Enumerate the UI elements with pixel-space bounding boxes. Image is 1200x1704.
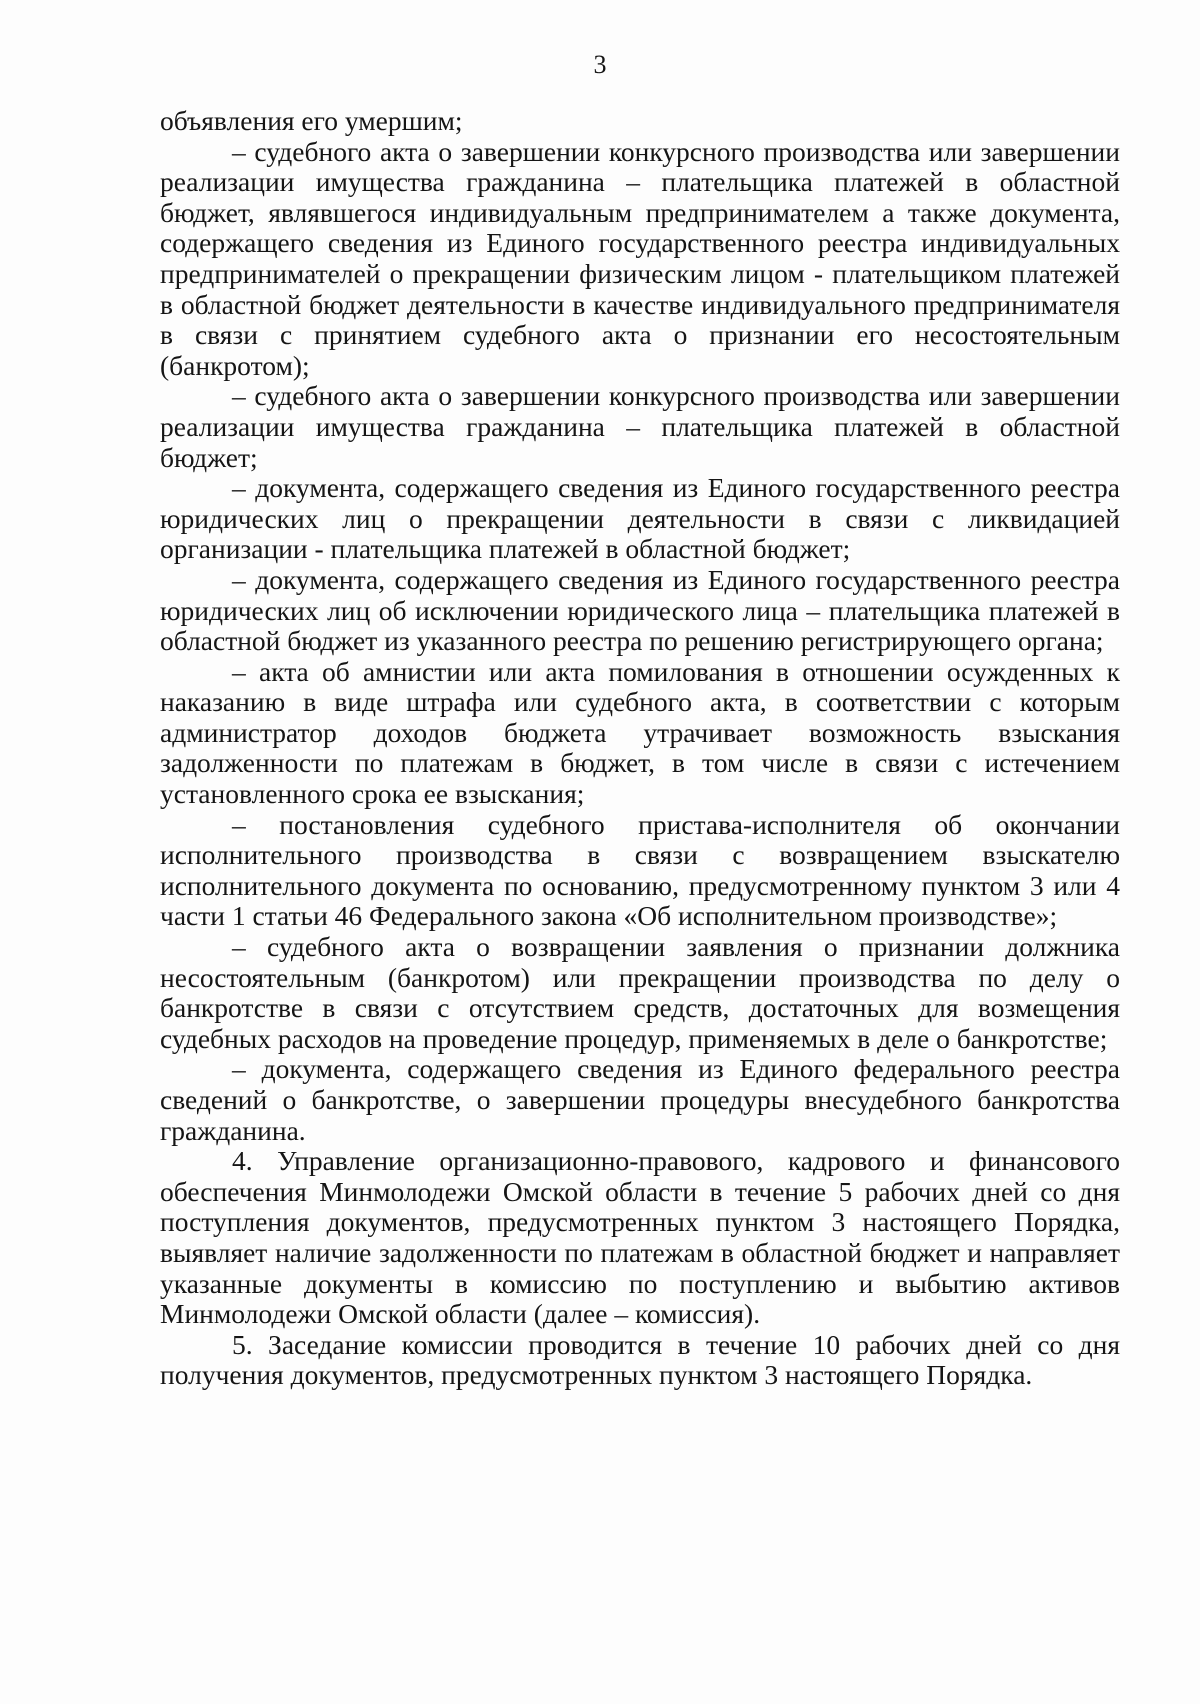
paragraph-5: – документа, содержащего сведения из Единого государственного реестра юридических лиц об исключении юридического лица – плательщика платежей в областной бюджет из указанного реестра по решению регистрирующего органа; xyxy=(160,563,1120,657)
page-number: 3 xyxy=(593,50,607,79)
paragraph-8: – судебного акта о возвращении заявления о признании должника несостоятельным (банкротом) или прекращении производства по делу о банкротстве в связи с отсутствием средств, достаточных для возмещения судебных расходов на проведение процедур, применяемых в деле о банкротстве; xyxy=(160,931,1120,1054)
paragraph-2: – судебного акта о завершении конкурсного производства или завершении реализации имущества гражданина – плательщика платежей в областной бюджет, являвшегося индивидуальным предпринимателем а также документа, содержащего сведения из Единого государственного реестра индивидуальных предпринимателей о прекращении физическим лицом - плательщиком платежей в областной бюджет деятельности в качестве индивидуального предпринимателя в связи с принятием судебного акта о признании его несостоятельным (банкротом); xyxy=(160,135,1120,381)
paragraph-11: 5. Заседание комиссии проводится в течение 10 рабочих дней со дня получения документов, предусмотренных пунктом 3 настоящего Порядка. xyxy=(160,1328,1120,1391)
paragraph-3: – судебного акта о завершении конкурсного производства или завершении реализации имущества гражданина – плательщика платежей в областной бюджет; xyxy=(160,380,1120,473)
paragraph-4: – документа, содержащего сведения из Единого государственного реестра юридических лиц о прекращении деятельности в связи с ликвидацией организации - плательщика платежей в областной бюджет; xyxy=(160,472,1120,565)
paragraph-10: 4. Управление организационно-правового, кадрового и финансового обеспечения Минмолодежи Омской области в течение 5 рабочих дней со дня поступления документов, предусмотренных пунктом 3 настоящего Порядка, выявляет наличие задолженности по платежам в областной бюджет и направляет указанные документы в комиссию по поступлению и выбытию активов Минмолодежи Омской области (далее – комиссия). xyxy=(160,1145,1120,1330)
document-body xyxy=(160,106,1120,1391)
paragraph-1: объявления его умершим; xyxy=(160,105,463,136)
paragraph-9: – документа, содержащего сведения из Единого федерального реестра сведений о банкротстве, о завершении процедуры внесудебного банкротства гражданина. xyxy=(160,1053,1120,1146)
paragraph-7: – постановления судебного пристава-исполнителя об окончании исполнительного производства в связи с возвращением взыскателю исполнительного документа по основанию, предусмотренному пунктом 3 или 4 части 1 статьи 46 Федерального закона «Об исполнительном производстве»; xyxy=(160,808,1120,932)
paragraph-6: – акта об амнистии или акта помилования в отношении осужденных к наказанию в виде штрафа или судебного акта, в соответствии с которым администратор доходов бюджета утрачивает возможность взыскания задолженности по платежам в бюджет, в том числе в связи с истечением установленного срока ее взыскания; xyxy=(160,655,1120,810)
